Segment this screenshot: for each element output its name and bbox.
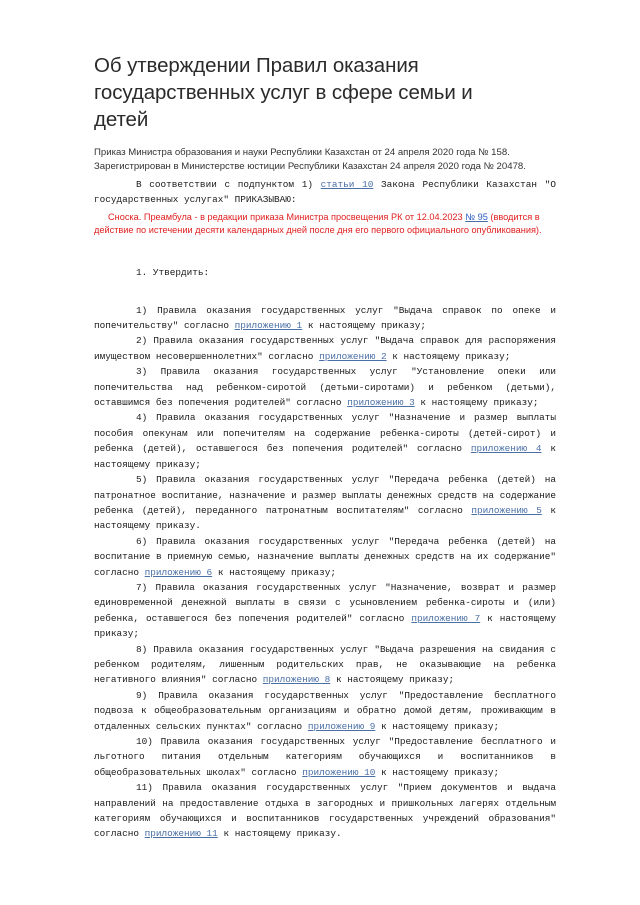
list-item (94, 364, 556, 410)
link-prilozhenie-5[interactable]: приложению 5 (471, 504, 542, 516)
spacer (94, 237, 556, 265)
preamble-block (94, 177, 556, 208)
footnote-text-after: (вводится в действие по истечении десяти календарных дней после дня его первого официального опубликования). (94, 211, 542, 236)
list-item-text-before: Правила оказания государственных услуг "Выдача справок для распоряжения имуществом несовершеннолетних" согласно (94, 335, 556, 362)
list-item-text-after: к настоящему приказу; (380, 720, 500, 732)
list-item-text-before: Правила оказания государственных услуг "Передача ребенка (детей) на воспитание в приемную семью, назначение выплаты денежных средств на их содержание" согласно (94, 535, 556, 578)
list-item-text-after: к настоящему приказу. (223, 828, 342, 840)
list-item-text-before: Правила оказания государственных услуг "Предоставление бесплатного и льготного питания отдельным категориям обучающихся и воспитанников в общеобразовательных школах" согласно (94, 736, 556, 778)
list-item-text-after: к настоящему приказу; (94, 443, 556, 470)
footnote-text-before: Сноска. Преамбула - в редакции приказа Министра просвещения РК от 12.04.2023 (108, 211, 463, 222)
link-prilozhenie-6[interactable]: приложению 6 (144, 566, 213, 578)
list-item-text-before: Правила оказания государственных услуг "Назначение и размер выплаты пособия опекунам или попечителям на содержание ребенка-сироты (детей-сирот) и ребенка (детей), оставшегося без попечения родителей" согласно (94, 412, 556, 455)
list-item-number: 11) (136, 782, 153, 794)
list-item (94, 472, 556, 534)
document-meta-registration: Зарегистрирован в Министерстве юстиции Республики Казахстан 24 апреля 2020 года № 20478. (94, 160, 526, 172)
list-item-text-after: к настоящему приказу; (94, 612, 556, 640)
document-meta-order-number: Приказ Министра образования и науки Республики Казахстан от 24 апреля 2020 года № 158. (94, 147, 510, 158)
preamble-paragraph (94, 177, 556, 208)
list-item-text-before: Правила оказания государственных услуг "Выдача разрешения на свидания с ребенком родителям, лишенным родительских прав, не оказывающие на ребенка негативного влияния" согласно (94, 643, 556, 686)
list-item-number: 5) (136, 474, 148, 486)
list-item-text-after: к настоящему приказу; (307, 320, 426, 332)
list-item-number: 6) (136, 535, 148, 547)
list-item-number: 2) (136, 335, 148, 347)
link-prilozhenie-8[interactable]: приложению 8 (262, 674, 331, 686)
link-prilozhenie-2[interactable]: приложению 2 (319, 350, 387, 362)
link-prilozhenie-4[interactable]: приложению 4 (470, 443, 542, 455)
list-item-text-after: к настоящему приказу; (380, 766, 500, 778)
list-item-text-before: Правила оказания государственных услуг "Предоставление бесплатного подвоза к общеобразовательным организациям и обратно домой детям, проживающим в отдаленных сельских пунктах" согласно (94, 689, 556, 732)
spacer (94, 281, 556, 303)
list-item-text-before: Правила оказания государственных услуг "Установление опеки или попечительства над ребенком-сиротой (детьми-сиротами) и ребенком (детьми), оставшимся без попечения родителей" согласно (94, 366, 556, 409)
list-item-text-after: к настоящему приказу; (335, 674, 455, 686)
list-item (94, 333, 556, 364)
list-item (94, 642, 556, 688)
link-statya-10[interactable]: статьи 10 (320, 179, 374, 190)
list-item-number: 4) (136, 412, 148, 424)
page-title: Об утверждении Правил оказания государственных услуг в сфере семьи и детей (94, 54, 473, 131)
list-item-text-after: к настоящему приказу. (94, 504, 556, 532)
link-prilozhenie-10[interactable]: приложению 10 (302, 766, 376, 778)
list-item-text-after: к настоящему приказу; (420, 397, 539, 409)
link-prilozhenie-7[interactable]: приложению 7 (411, 612, 481, 624)
link-prilozhenie-9[interactable]: приложению 9 (307, 720, 376, 732)
link-prilozhenie-11[interactable]: приложению 11 (144, 828, 218, 840)
list-item (94, 534, 556, 580)
preamble-text-before: В соответствии с подпунктом 1) (136, 179, 313, 190)
list-item-text-before: Правила оказания государственных услуг "Назначение, возврат и размер единовременной денежной выплаты в связи с усыновлением ребенка-сироты и (или) ребенка, оставшегося без попечения родителей" согласно (94, 581, 556, 624)
link-prilozhenie-3[interactable]: приложению 3 (347, 397, 415, 409)
link-prilozhenie-1[interactable]: приложению 1 (234, 320, 303, 332)
list-item-number: 9) (136, 689, 148, 701)
list-item-text-before: Правила оказания государственных услуг "Прием документов и выдача направлений на предоставление отдыха в загородных и пришкольных лагерях отдельным категориям обучающихся и воспитанников государственных учреждений образования" согласно (94, 782, 556, 840)
list-item (94, 410, 556, 472)
list-item-number: 3) (136, 366, 148, 378)
list-item (94, 734, 556, 780)
list-item (94, 303, 556, 334)
list-item (94, 580, 556, 642)
list-item-text-after: к настоящему приказу; (392, 350, 511, 362)
list-item-number: 8) (136, 643, 148, 655)
list-item-text-before: Правила оказания государственных услуг "Выдача справок по опеке и попечительству" согласно (94, 304, 556, 332)
list-item-number: 1) (136, 304, 148, 316)
list-item (94, 780, 556, 842)
footnote-preamble-revision (94, 211, 556, 237)
approved-rules-list (94, 303, 556, 842)
approve-heading: 1. Утвердить: (136, 267, 210, 279)
list-item-number: 7) (136, 581, 148, 593)
list-item-number: 10) (136, 736, 153, 747)
list-item-text-after: к настоящему приказу; (217, 566, 336, 578)
preamble-text-after: Закона Республики Казахстан "О государственных услугах" ПРИКАЗЫВАЮ: (94, 179, 556, 206)
list-item-text-before: Правила оказания государственных услуг "Передача ребенка (детей) на патронатное воспитание, назначение и размер выплаты денежных средств на содержание ребенка (детей), переданного патронатным воспитателям" согласно (94, 474, 556, 516)
list-item (94, 688, 556, 734)
link-order-95[interactable]: № 95 (465, 211, 488, 222)
